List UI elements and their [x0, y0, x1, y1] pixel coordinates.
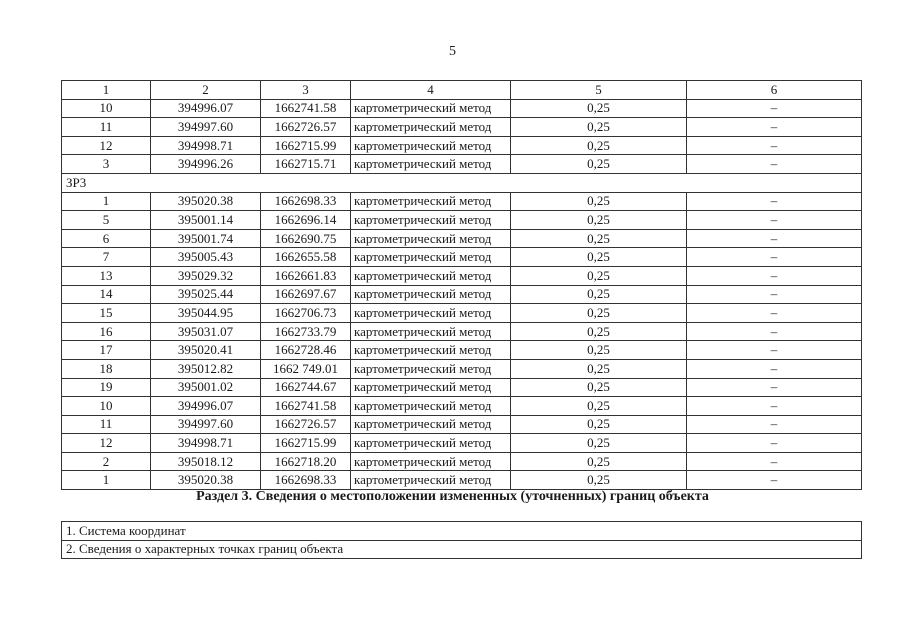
point-number-cell: 17: [62, 341, 151, 360]
point-number-cell: 11: [62, 118, 151, 137]
section-3-title: Раздел 3. Сведения о местоположении измененных (уточненных) границ объекта: [196, 489, 709, 504]
method-cell: картометрический метод: [351, 397, 511, 416]
accuracy-cell: 0,25: [511, 285, 687, 304]
method-cell: картометрический метод: [351, 136, 511, 155]
method-cell: картометрический метод: [351, 155, 511, 174]
table-row: [62, 341, 862, 360]
table-row: [62, 192, 862, 211]
y-coordinate-cell: 1662728.46: [261, 341, 351, 360]
x-coordinate-cell: 395031.07: [151, 322, 261, 341]
table-row: [62, 248, 862, 267]
description-cell: –: [687, 434, 862, 453]
description-cell: –: [687, 322, 862, 341]
y-coordinate-cell: 1662696.14: [261, 211, 351, 230]
description-cell: –: [687, 304, 862, 323]
point-number-cell: 5: [62, 211, 151, 230]
accuracy-cell: 0,25: [511, 229, 687, 248]
method-cell: картометрический метод: [351, 341, 511, 360]
description-cell: –: [687, 341, 862, 360]
column-header: 2: [151, 81, 261, 100]
table-row: [62, 415, 862, 434]
description-cell: –: [687, 229, 862, 248]
description-cell: –: [687, 136, 862, 155]
method-cell: картометрический метод: [351, 248, 511, 267]
x-coordinate-cell: 395001.74: [151, 229, 261, 248]
y-coordinate-cell: 1662733.79: [261, 322, 351, 341]
x-coordinate-cell: 395020.38: [151, 192, 261, 211]
coordinates-table: [61, 80, 862, 490]
accuracy-cell: 0,25: [511, 99, 687, 118]
y-coordinate-cell: 1662726.57: [261, 415, 351, 434]
method-cell: картометрический метод: [351, 471, 511, 490]
y-coordinate-cell: 1662715.99: [261, 434, 351, 453]
y-coordinate-cell: 1662698.33: [261, 192, 351, 211]
table-row: [62, 118, 862, 137]
boundary-points-cell: 2. Сведения о характерных точках границ объекта: [62, 540, 862, 559]
x-coordinate-cell: 395044.95: [151, 304, 261, 323]
accuracy-cell: 0,25: [511, 471, 687, 490]
x-coordinate-cell: 395012.82: [151, 359, 261, 378]
accuracy-cell: 0,25: [511, 378, 687, 397]
table-row: [62, 359, 862, 378]
table-row: [62, 434, 862, 453]
table-row: [62, 211, 862, 230]
y-coordinate-cell: 1662655.58: [261, 248, 351, 267]
y-coordinate-cell: 1662715.99: [261, 136, 351, 155]
x-coordinate-cell: 395025.44: [151, 285, 261, 304]
table-row: [62, 229, 862, 248]
accuracy-cell: 0,25: [511, 266, 687, 285]
accuracy-cell: 0,25: [511, 304, 687, 323]
point-number-cell: 1: [62, 192, 151, 211]
method-cell: картометрический метод: [351, 118, 511, 137]
y-coordinate-cell: 1662661.83: [261, 266, 351, 285]
description-cell: –: [687, 118, 862, 137]
y-coordinate-cell: 1662 749.01: [261, 359, 351, 378]
y-coordinate-cell: 1662744.67: [261, 378, 351, 397]
y-coordinate-cell: 1662706.73: [261, 304, 351, 323]
description-cell: –: [687, 192, 862, 211]
description-cell: –: [687, 155, 862, 174]
column-header: 1: [62, 81, 151, 100]
x-coordinate-cell: 394996.07: [151, 397, 261, 416]
description-cell: –: [687, 266, 862, 285]
method-cell: картометрический метод: [351, 192, 511, 211]
y-coordinate-cell: 1662741.58: [261, 99, 351, 118]
coordinate-system-cell: 1. Система координат: [62, 522, 862, 541]
y-coordinate-cell: 1662715.71: [261, 155, 351, 174]
accuracy-cell: 0,25: [511, 434, 687, 453]
description-cell: –: [687, 452, 862, 471]
x-coordinate-cell: 395020.38: [151, 471, 261, 490]
description-cell: –: [687, 471, 862, 490]
column-header: 3: [261, 81, 351, 100]
x-coordinate-cell: 394997.60: [151, 118, 261, 137]
group-header-row: [62, 173, 862, 192]
x-coordinate-cell: 394997.60: [151, 415, 261, 434]
table-row: [62, 322, 862, 341]
method-cell: картометрический метод: [351, 415, 511, 434]
point-number-cell: 2: [62, 452, 151, 471]
table-row: [62, 397, 862, 416]
accuracy-cell: 0,25: [511, 118, 687, 137]
point-number-cell: 13: [62, 266, 151, 285]
x-coordinate-cell: 395029.32: [151, 266, 261, 285]
page-number: 5: [449, 44, 456, 59]
table-row: [62, 155, 862, 174]
description-cell: –: [687, 248, 862, 267]
point-number-cell: 12: [62, 434, 151, 453]
y-coordinate-cell: 1662718.20: [261, 452, 351, 471]
point-number-cell: 10: [62, 99, 151, 118]
table-row: [62, 304, 862, 323]
x-coordinate-cell: 394996.07: [151, 99, 261, 118]
y-coordinate-cell: 1662690.75: [261, 229, 351, 248]
x-coordinate-cell: 395005.43: [151, 248, 261, 267]
table-row: [62, 285, 862, 304]
point-number-cell: 14: [62, 285, 151, 304]
method-cell: картометрический метод: [351, 322, 511, 341]
point-number-cell: 1: [62, 471, 151, 490]
method-cell: картометрический метод: [351, 359, 511, 378]
method-cell: картометрический метод: [351, 266, 511, 285]
point-number-cell: 15: [62, 304, 151, 323]
point-number-cell: 11: [62, 415, 151, 434]
table-row: [62, 471, 862, 490]
y-coordinate-cell: 1662698.33: [261, 471, 351, 490]
x-coordinate-cell: 395018.12: [151, 452, 261, 471]
accuracy-cell: 0,25: [511, 415, 687, 434]
accuracy-cell: 0,25: [511, 341, 687, 360]
x-coordinate-cell: 394998.71: [151, 136, 261, 155]
x-coordinate-cell: 394996.26: [151, 155, 261, 174]
point-number-cell: 6: [62, 229, 151, 248]
point-number-cell: 19: [62, 378, 151, 397]
accuracy-cell: 0,25: [511, 322, 687, 341]
method-cell: картометрический метод: [351, 304, 511, 323]
point-number-cell: 18: [62, 359, 151, 378]
column-header: 6: [687, 81, 862, 100]
description-cell: –: [687, 378, 862, 397]
point-number-cell: 3: [62, 155, 151, 174]
y-coordinate-cell: 1662697.67: [261, 285, 351, 304]
table-row: [62, 522, 862, 541]
table-row: [62, 540, 862, 559]
table-header-row: [62, 81, 862, 100]
point-number-cell: 12: [62, 136, 151, 155]
accuracy-cell: 0,25: [511, 155, 687, 174]
description-cell: –: [687, 397, 862, 416]
description-cell: –: [687, 285, 862, 304]
point-number-cell: 10: [62, 397, 151, 416]
x-coordinate-cell: 395001.02: [151, 378, 261, 397]
method-cell: картометрический метод: [351, 378, 511, 397]
method-cell: картометрический метод: [351, 452, 511, 471]
x-coordinate-cell: 395020.41: [151, 341, 261, 360]
accuracy-cell: 0,25: [511, 248, 687, 267]
method-cell: картометрический метод: [351, 229, 511, 248]
table-row: [62, 378, 862, 397]
description-cell: –: [687, 359, 862, 378]
accuracy-cell: 0,25: [511, 452, 687, 471]
accuracy-cell: 0,25: [511, 397, 687, 416]
table-row: [62, 99, 862, 118]
y-coordinate-cell: 1662726.57: [261, 118, 351, 137]
section-3-table: [61, 521, 862, 559]
description-cell: –: [687, 415, 862, 434]
x-coordinate-cell: 395001.14: [151, 211, 261, 230]
y-coordinate-cell: 1662741.58: [261, 397, 351, 416]
group-label: ЗР3: [62, 173, 862, 192]
table-row: [62, 452, 862, 471]
table-row: [62, 266, 862, 285]
description-cell: –: [687, 99, 862, 118]
accuracy-cell: 0,25: [511, 359, 687, 378]
description-cell: –: [687, 211, 862, 230]
method-cell: картометрический метод: [351, 434, 511, 453]
point-number-cell: 16: [62, 322, 151, 341]
point-number-cell: 7: [62, 248, 151, 267]
method-cell: картометрический метод: [351, 211, 511, 230]
accuracy-cell: 0,25: [511, 136, 687, 155]
x-coordinate-cell: 394998.71: [151, 434, 261, 453]
method-cell: картометрический метод: [351, 285, 511, 304]
method-cell: картометрический метод: [351, 99, 511, 118]
table-row: [62, 136, 862, 155]
column-header: 5: [511, 81, 687, 100]
column-header: 4: [351, 81, 511, 100]
accuracy-cell: 0,25: [511, 192, 687, 211]
accuracy-cell: 0,25: [511, 211, 687, 230]
